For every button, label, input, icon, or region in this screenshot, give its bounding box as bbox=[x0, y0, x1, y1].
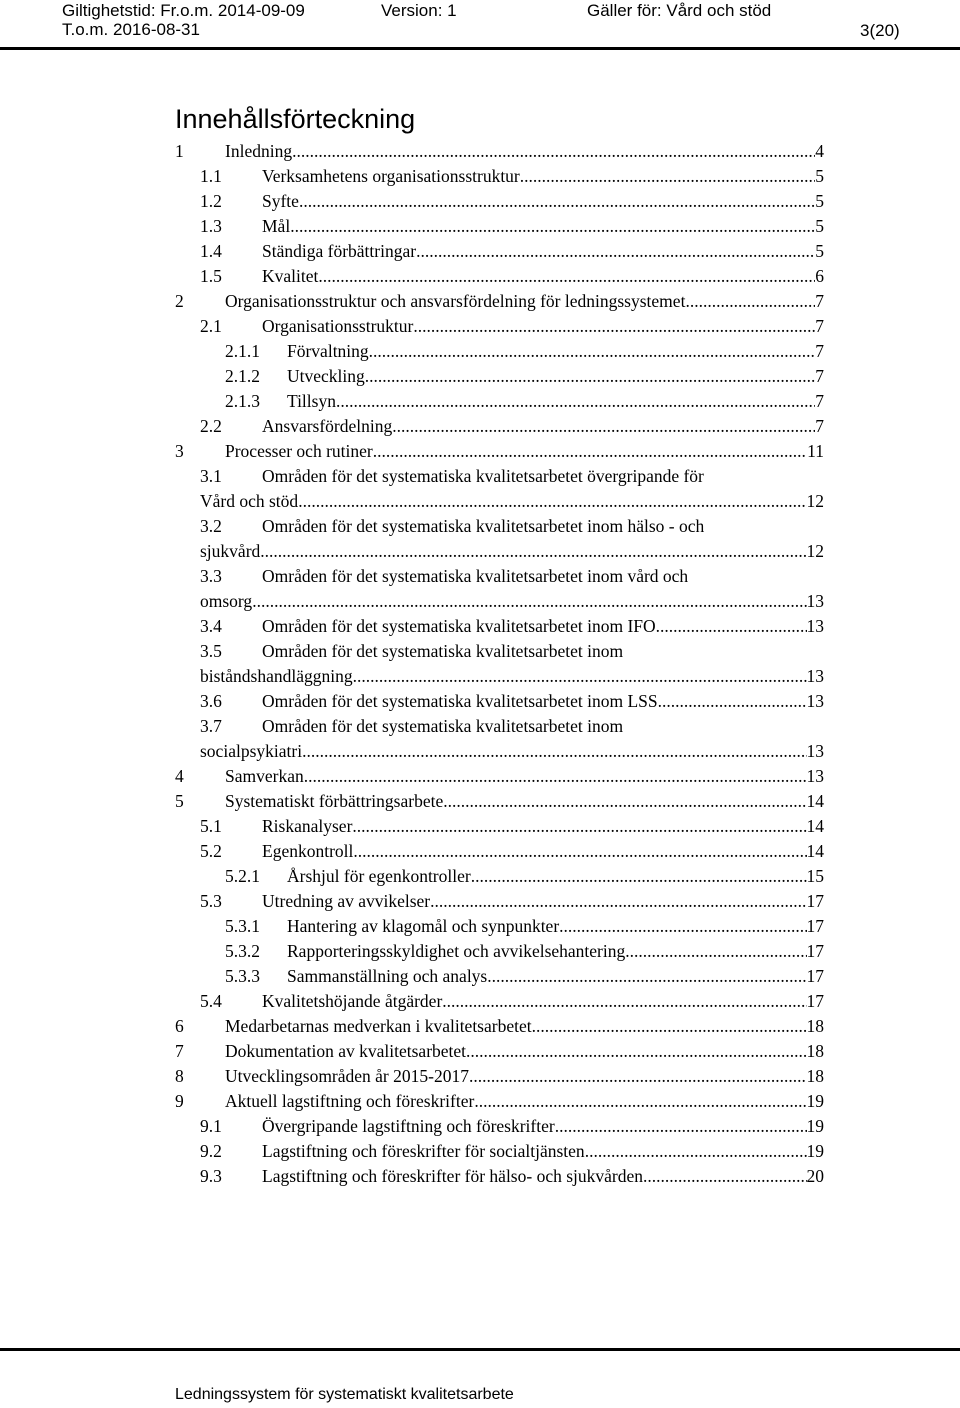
toc-entry-text: Kvalitet bbox=[262, 266, 319, 286]
toc-entry-text: Områden för det systematiska kvalitetsarbetet inom hälso - och bbox=[262, 516, 705, 536]
toc-page-number: 4 bbox=[815, 141, 824, 161]
toc-leader-dots bbox=[353, 839, 806, 864]
toc-entry-number: 1.2 bbox=[200, 191, 222, 211]
toc-line bbox=[262, 464, 824, 489]
toc-entry-text: Tillsyn bbox=[287, 391, 336, 411]
toc-page-number: 13 bbox=[806, 766, 824, 786]
toc-entry[interactable] bbox=[0, 864, 960, 889]
toc-leader-dots bbox=[369, 339, 816, 364]
toc-entry-text: Vård och stöd bbox=[200, 491, 299, 511]
toc-entry-text: Utvecklingsområden år 2015-2017 bbox=[225, 1066, 469, 1086]
toc-leader-dots bbox=[318, 264, 815, 289]
toc-entry[interactable] bbox=[0, 1139, 960, 1164]
toc-leader-dots bbox=[559, 914, 806, 939]
toc-page-number: 19 bbox=[806, 1141, 824, 1161]
toc-entry-text: Riskanalyser bbox=[262, 816, 353, 836]
toc-entry-number: 5.3.1 bbox=[225, 916, 260, 936]
toc-line bbox=[287, 914, 824, 939]
toc-leader-dots bbox=[443, 789, 806, 814]
toc-leader-dots bbox=[299, 189, 815, 214]
toc-line bbox=[262, 989, 824, 1014]
toc-entry-number: 3.5 bbox=[200, 641, 222, 661]
toc-entry-number: 6 bbox=[175, 1016, 184, 1036]
toc-page-number: 17 bbox=[806, 966, 824, 986]
toc-line bbox=[225, 1089, 824, 1114]
toc-page-number: 13 bbox=[806, 741, 824, 761]
toc-entry-number: 3.6 bbox=[200, 691, 222, 711]
toc-entry[interactable] bbox=[0, 1014, 960, 1039]
toc-entry[interactable] bbox=[0, 839, 960, 864]
toc-line bbox=[287, 364, 824, 389]
toc-entry-number: 2 bbox=[175, 291, 184, 311]
toc-page-number: 18 bbox=[806, 1016, 824, 1036]
toc-leader-dots bbox=[585, 1139, 807, 1164]
toc-line bbox=[225, 1014, 824, 1039]
toc-entry-text: socialpsykiatri bbox=[200, 741, 303, 761]
toc-line bbox=[262, 564, 824, 589]
toc-line bbox=[262, 189, 824, 214]
toc-entry-number: 3.1 bbox=[200, 466, 222, 486]
toc-line bbox=[287, 389, 824, 414]
toc-line bbox=[262, 239, 824, 264]
toc-leader-dots bbox=[469, 1064, 807, 1089]
toc-page-number: 19 bbox=[806, 1116, 824, 1136]
applies-to-label: Gäller för: Vård och stöd bbox=[587, 1, 772, 20]
toc-line bbox=[262, 714, 824, 739]
toc-entry-text: Utredning av avvikelser bbox=[262, 891, 431, 911]
toc-line bbox=[287, 964, 824, 989]
toc-entry-text: Medarbetarnas medverkan i kvalitetsarbetet bbox=[225, 1016, 532, 1036]
toc-leader-dots bbox=[442, 989, 806, 1014]
toc-entry-number: 7 bbox=[175, 1041, 184, 1061]
page-number: 3(20) bbox=[860, 21, 900, 40]
toc-entry-number: 5.4 bbox=[200, 991, 222, 1011]
toc-page-number: 13 bbox=[806, 616, 824, 636]
toc-entry-number: 1.5 bbox=[200, 266, 222, 286]
toc-entry-continuation[interactable] bbox=[0, 539, 960, 564]
toc-line bbox=[225, 439, 824, 464]
toc-line bbox=[200, 739, 824, 764]
toc-page-number: 17 bbox=[806, 941, 824, 961]
toc-line bbox=[200, 589, 824, 614]
toc-leader-dots bbox=[658, 689, 807, 714]
toc-entry-number: 5 bbox=[175, 791, 184, 811]
toc-entry-text: Organisationsstruktur bbox=[262, 316, 414, 336]
toc-line bbox=[225, 1064, 824, 1089]
toc-leader-dots bbox=[487, 964, 806, 989]
page-footer: Ledningssystem för systematiskt kvalitetsarbete bbox=[175, 1386, 514, 1403]
toc-page-number: 7 bbox=[815, 366, 824, 386]
toc-entry-number: 9.3 bbox=[200, 1166, 222, 1186]
toc-page-number: 19 bbox=[806, 1091, 824, 1111]
toc-page-number: 18 bbox=[806, 1041, 824, 1061]
valid-from: Giltighetstid: Fr.o.m. 2014-09-09 bbox=[62, 1, 305, 20]
toc-entry-number: 1.4 bbox=[200, 241, 222, 261]
toc-line bbox=[262, 614, 824, 639]
toc-entry[interactable] bbox=[0, 689, 960, 714]
toc-entry[interactable] bbox=[0, 139, 960, 164]
toc-entry[interactable] bbox=[0, 339, 960, 364]
toc-entry-number: 5.2 bbox=[200, 841, 222, 861]
toc-leader-dots bbox=[336, 389, 815, 414]
toc-line bbox=[200, 539, 824, 564]
toc-page-number: 15 bbox=[806, 866, 824, 886]
toc-line bbox=[262, 214, 824, 239]
toc-leader-dots bbox=[365, 364, 815, 389]
toc-entry-text: Inledning bbox=[225, 141, 293, 161]
toc-entry[interactable] bbox=[0, 364, 960, 389]
toc-entry-continuation[interactable] bbox=[0, 589, 960, 614]
toc-entry[interactable] bbox=[0, 1089, 960, 1114]
toc-entry[interactable] bbox=[0, 614, 960, 639]
toc-line bbox=[287, 939, 824, 964]
toc-entry[interactable] bbox=[0, 314, 960, 339]
toc-page-number: 12 bbox=[806, 541, 824, 561]
toc-entry-text: Områden för det systematiska kvalitetsarbetet inom vård och bbox=[262, 566, 689, 586]
toc-leader-dots bbox=[392, 414, 815, 439]
toc-entry-number: 9 bbox=[175, 1091, 184, 1111]
toc-entry-text: Områden för det systematiska kvalitetsarbetet inom bbox=[262, 716, 624, 736]
toc-line bbox=[262, 414, 824, 439]
toc-line bbox=[262, 1139, 824, 1164]
toc-line bbox=[262, 514, 824, 539]
toc-leader-dots bbox=[416, 239, 815, 264]
toc-page-number: 11 bbox=[807, 441, 824, 461]
toc-entry-number: 3.7 bbox=[200, 716, 222, 736]
toc-entry-text: sjukvård bbox=[200, 541, 261, 561]
toc-line bbox=[287, 864, 824, 889]
page-header bbox=[0, 0, 960, 64]
toc-entry[interactable] bbox=[0, 264, 960, 289]
toc-line bbox=[225, 1039, 824, 1064]
toc-leader-dots bbox=[643, 1164, 807, 1189]
toc-entry-text: omsorg bbox=[200, 591, 253, 611]
toc-page-number: 12 bbox=[806, 491, 824, 511]
toc-page-number: 14 bbox=[806, 841, 824, 861]
toc-page-number: 6 bbox=[815, 266, 824, 286]
header-rule bbox=[0, 47, 960, 50]
toc-entry-number: 9.2 bbox=[200, 1141, 222, 1161]
toc-page-number: 14 bbox=[806, 816, 824, 836]
toc-line bbox=[262, 314, 824, 339]
toc-line bbox=[225, 789, 824, 814]
toc-entry-text: Övergripande lagstiftning och föreskrifter bbox=[262, 1116, 555, 1136]
toc-entry-text: Processer och rutiner bbox=[225, 441, 373, 461]
toc-entry-text: Hantering av klagomål och synpunkter bbox=[287, 916, 560, 936]
toc-entry-text: Utveckling bbox=[287, 366, 365, 386]
toc-entry-text: Mål bbox=[262, 216, 291, 236]
toc-entry-number: 2.1.2 bbox=[225, 366, 260, 386]
toc-entry-text: Sammanställning och analys bbox=[287, 966, 488, 986]
toc-entry-number: 5.1 bbox=[200, 816, 222, 836]
toc-entry-continuation[interactable] bbox=[0, 489, 960, 514]
toc-entry-text: Syfte bbox=[262, 191, 299, 211]
toc-entry-number: 2.1.3 bbox=[225, 391, 260, 411]
toc-entry[interactable] bbox=[0, 639, 960, 664]
toc-page-number: 18 bbox=[806, 1066, 824, 1086]
toc-leader-dots bbox=[466, 1039, 806, 1064]
toc-entry-number: 1 bbox=[175, 141, 184, 161]
toc-leader-dots bbox=[474, 1089, 806, 1114]
toc-line bbox=[225, 139, 824, 164]
toc-entry[interactable] bbox=[0, 164, 960, 189]
toc-entry[interactable] bbox=[0, 764, 960, 789]
toc-line bbox=[200, 489, 824, 514]
toc-line bbox=[262, 839, 824, 864]
toc-entry[interactable] bbox=[0, 914, 960, 939]
toc-leader-dots bbox=[520, 164, 815, 189]
toc-page-number: 7 bbox=[815, 341, 824, 361]
toc-leader-dots bbox=[302, 739, 806, 764]
toc-leader-dots bbox=[625, 939, 806, 964]
toc-entry[interactable] bbox=[0, 239, 960, 264]
toc-line bbox=[262, 639, 824, 664]
toc-entry-number: 1.1 bbox=[200, 166, 222, 186]
footer-rule bbox=[0, 1348, 960, 1351]
toc-entry-text: biståndshandläggning bbox=[200, 666, 353, 686]
toc-entry-text: Samverkan bbox=[225, 766, 304, 786]
toc-entry[interactable] bbox=[0, 414, 960, 439]
toc-page-number: 13 bbox=[806, 691, 824, 711]
toc-page-number: 17 bbox=[806, 916, 824, 936]
toc-entry-number: 2.1 bbox=[200, 316, 222, 336]
toc-entry-number: 5.3.3 bbox=[225, 966, 260, 986]
toc-page-number: 5 bbox=[815, 241, 824, 261]
toc-entry-continuation[interactable] bbox=[0, 664, 960, 689]
toc-entry-text: Områden för det systematiska kvalitetsarbetet inom LSS bbox=[262, 691, 658, 711]
toc-entry-text: Ständiga förbättringar bbox=[262, 241, 417, 261]
toc-entry-text: Verksamhetens organisationsstruktur bbox=[262, 166, 520, 186]
toc-entry-number: 3.3 bbox=[200, 566, 222, 586]
toc-entry-text: Lagstiftning och föreskrifter för hälso- och sjukvården bbox=[262, 1166, 643, 1186]
toc-entry[interactable] bbox=[0, 189, 960, 214]
toc-entry-number: 5.2.1 bbox=[225, 866, 260, 886]
toc-leader-dots bbox=[532, 1014, 807, 1039]
toc-line bbox=[262, 264, 824, 289]
toc-page-number: 7 bbox=[815, 391, 824, 411]
toc-entry[interactable] bbox=[0, 714, 960, 739]
toc-leader-dots bbox=[471, 864, 807, 889]
toc-line bbox=[287, 339, 824, 364]
toc-entry[interactable] bbox=[0, 514, 960, 539]
toc-entry-number: 3 bbox=[175, 441, 184, 461]
toc-entry-text: Lagstiftning och föreskrifter för socialtjänsten bbox=[262, 1141, 585, 1161]
toc-line bbox=[262, 814, 824, 839]
toc-page-number: 5 bbox=[815, 216, 824, 236]
toc-line bbox=[262, 689, 824, 714]
toc-entry[interactable] bbox=[0, 789, 960, 814]
toc-page-number: 7 bbox=[815, 291, 824, 311]
toc-entry-text: Ansvarsfördelning bbox=[262, 416, 393, 436]
toc-page-number: 5 bbox=[815, 191, 824, 211]
toc-leader-dots bbox=[352, 814, 806, 839]
toc-entry-text: Dokumentation av kvalitetsarbetet bbox=[225, 1041, 467, 1061]
toc-entry-number: 3.4 bbox=[200, 616, 222, 636]
toc-leader-dots bbox=[252, 589, 806, 614]
toc-leader-dots bbox=[373, 439, 807, 464]
toc-entry-number: 2.2 bbox=[200, 416, 222, 436]
toc-entry-text: Områden för det systematiska kvalitetsarbetet inom bbox=[262, 641, 624, 661]
toc-leader-dots bbox=[353, 664, 807, 689]
toc-line bbox=[262, 1114, 824, 1139]
toc-entry-text: Rapporteringsskyldighet och avvikelsehantering bbox=[287, 941, 626, 961]
toc-entry[interactable] bbox=[0, 1039, 960, 1064]
toc-entry-number: 3.2 bbox=[200, 516, 222, 536]
toc-entry-number: 5.3 bbox=[200, 891, 222, 911]
toc-page-number: 7 bbox=[815, 316, 824, 336]
toc-entry-text: Aktuell lagstiftning och föreskrifter bbox=[225, 1091, 475, 1111]
toc-leader-dots bbox=[555, 1114, 807, 1139]
toc-line bbox=[225, 764, 824, 789]
toc-entry-number: 4 bbox=[175, 766, 184, 786]
toc-page-number: 5 bbox=[815, 166, 824, 186]
toc-entry[interactable] bbox=[0, 289, 960, 314]
toc-leader-dots bbox=[290, 214, 815, 239]
toc-entry[interactable] bbox=[0, 889, 960, 914]
page-title: Innehållsförteckning bbox=[175, 104, 416, 134]
toc-entry[interactable] bbox=[0, 814, 960, 839]
toc-page-number: 13 bbox=[806, 591, 824, 611]
toc-entry-continuation[interactable] bbox=[0, 739, 960, 764]
toc-entry[interactable] bbox=[0, 964, 960, 989]
toc-line bbox=[200, 664, 824, 689]
toc-leader-dots bbox=[656, 614, 807, 639]
version-label: Version: 1 bbox=[381, 1, 457, 20]
toc-entry-text: Systematiskt förbättringsarbete bbox=[225, 791, 444, 811]
valid-to: T.o.m. 2016-08-31 bbox=[62, 20, 200, 39]
toc-entry-text: Områden för det systematiska kvalitetsarbetet övergripande för bbox=[262, 466, 704, 486]
toc-entry-text: Områden för det systematiska kvalitetsarbetet inom IFO bbox=[262, 616, 656, 636]
toc-entry-number: 5.3.2 bbox=[225, 941, 260, 961]
toc-entry[interactable] bbox=[0, 214, 960, 239]
toc-entry-text: Årshjul för egenkontroller bbox=[287, 866, 471, 886]
toc-entry-text: Förvaltning bbox=[287, 341, 369, 361]
toc-line bbox=[225, 289, 824, 314]
toc-leader-dots bbox=[292, 139, 815, 164]
toc-entry[interactable] bbox=[0, 564, 960, 589]
toc-entry[interactable] bbox=[0, 389, 960, 414]
toc-entry[interactable] bbox=[0, 1164, 960, 1189]
toc-entry-number: 8 bbox=[175, 1066, 184, 1086]
toc-entry[interactable] bbox=[0, 989, 960, 1014]
toc-entry-text: Egenkontroll bbox=[262, 841, 354, 861]
toc-line bbox=[262, 164, 824, 189]
toc-leader-dots bbox=[304, 764, 807, 789]
toc-page-number: 7 bbox=[815, 416, 824, 436]
toc-entry-number: 1.3 bbox=[200, 216, 222, 236]
toc-page-number: 17 bbox=[806, 991, 824, 1011]
toc-entry[interactable] bbox=[0, 464, 960, 489]
toc-leader-dots bbox=[413, 314, 815, 339]
toc-line bbox=[262, 889, 824, 914]
toc-entry-number: 2.1.1 bbox=[225, 341, 260, 361]
toc-leader-dots bbox=[430, 889, 806, 914]
toc-leader-dots bbox=[685, 289, 815, 314]
toc-entry-number: 9.1 bbox=[200, 1116, 222, 1136]
toc-page-number: 14 bbox=[806, 791, 824, 811]
toc-entry-text: Organisationsstruktur och ansvarsfördelning för ledningssystemet bbox=[225, 291, 686, 311]
toc-entry[interactable] bbox=[0, 439, 960, 464]
toc-entry[interactable] bbox=[0, 1114, 960, 1139]
toc-page-number: 13 bbox=[806, 666, 824, 686]
toc-line bbox=[262, 1164, 824, 1189]
toc-entry[interactable] bbox=[0, 1064, 960, 1089]
toc-leader-dots bbox=[260, 539, 806, 564]
toc-page-number: 17 bbox=[806, 891, 824, 911]
toc-leader-dots bbox=[298, 489, 806, 514]
toc-entry[interactable] bbox=[0, 939, 960, 964]
toc-page-number: 20 bbox=[806, 1166, 824, 1186]
toc-entry-text: Kvalitetshöjande åtgärder bbox=[262, 991, 443, 1011]
